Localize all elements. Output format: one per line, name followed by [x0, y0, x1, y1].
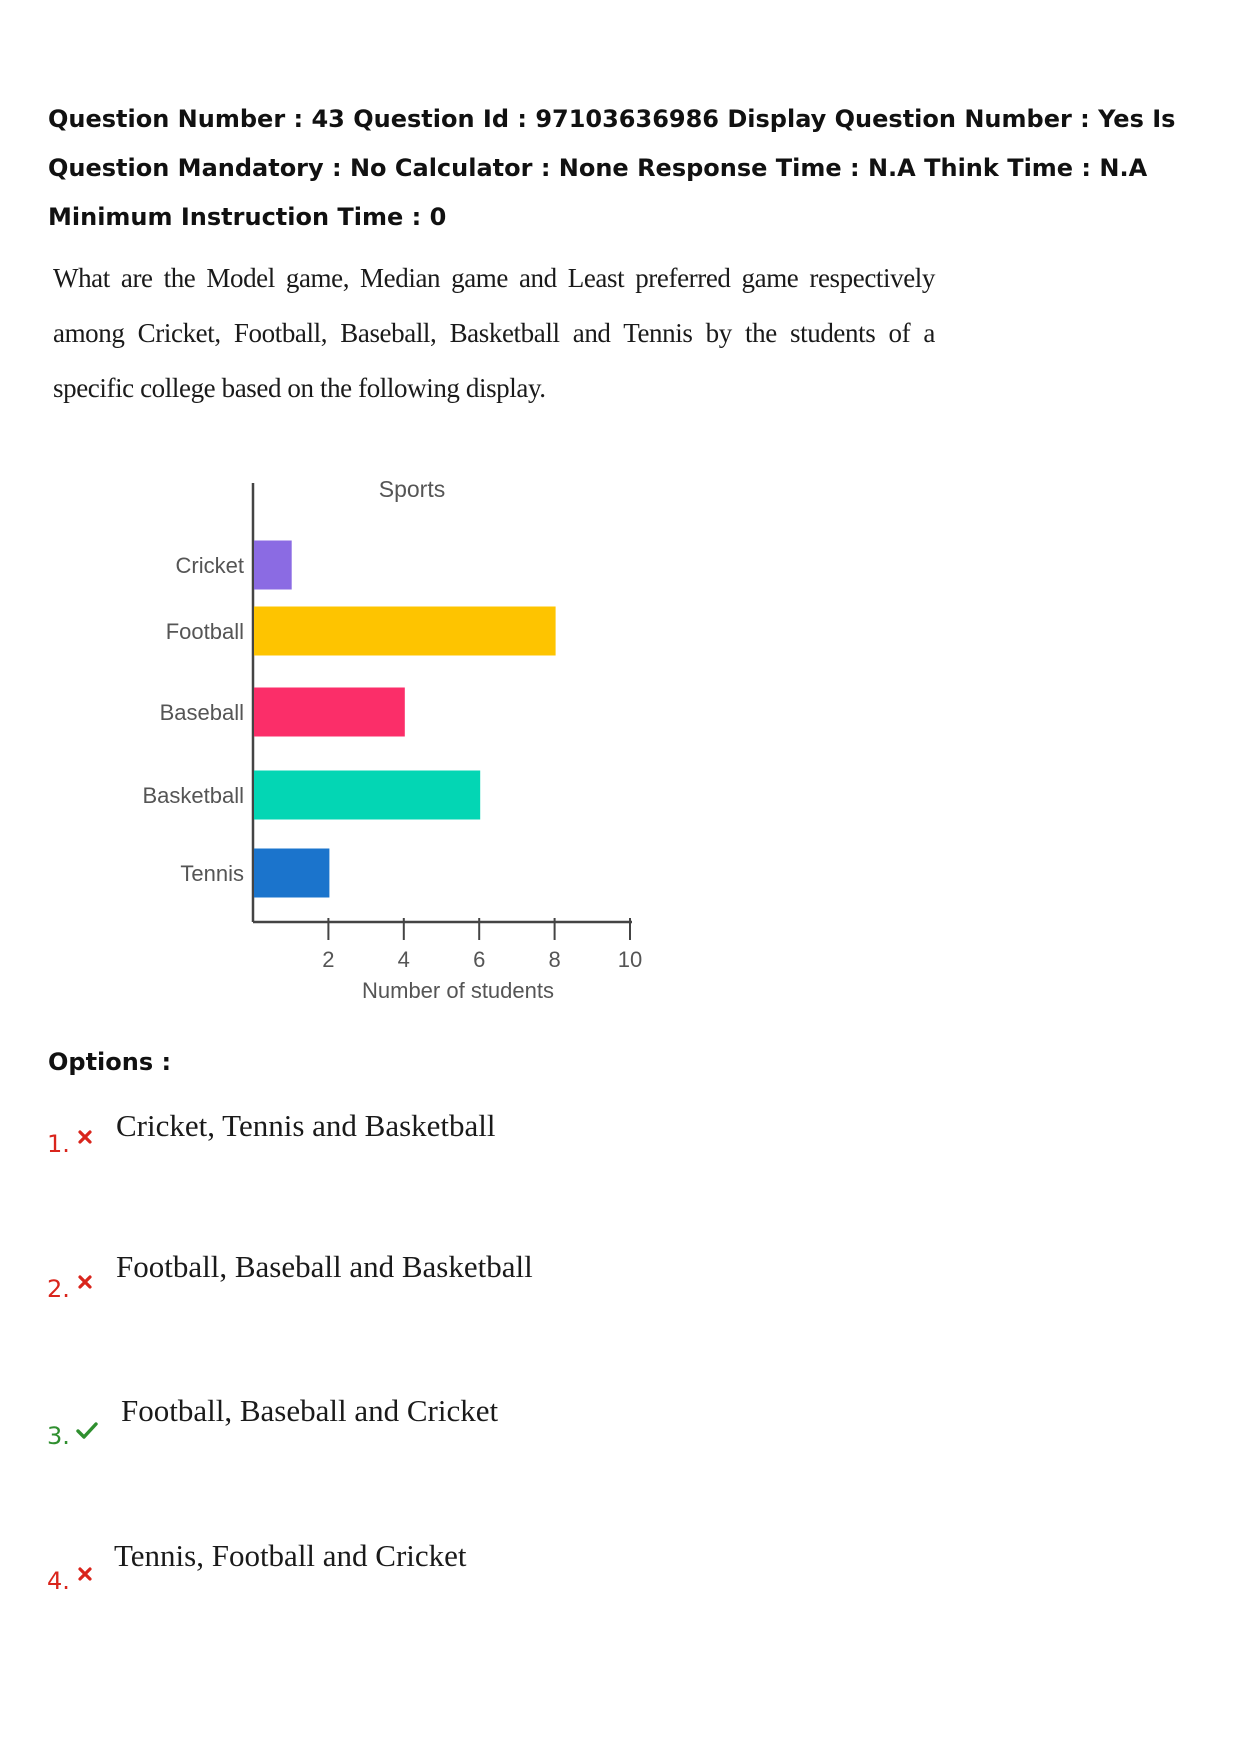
- option-text: Football, Baseball and Basketball: [116, 1249, 533, 1284]
- bar-tennis: [254, 849, 329, 898]
- x-tick-label: 10: [617, 947, 643, 972]
- category-label: Tennis: [180, 861, 244, 886]
- option-number: 3.: [47, 1422, 70, 1450]
- bar-cricket: [254, 541, 292, 590]
- category-label: Football: [165, 619, 244, 644]
- option-text: Cricket, Tennis and Basketball: [116, 1108, 496, 1143]
- x-axis-label: Number of students: [362, 978, 554, 1003]
- option-1[interactable]: [0, 1098, 1240, 1158]
- option-number: 4.: [47, 1567, 70, 1595]
- options-label: Options :: [48, 1048, 172, 1076]
- cross-icon: [77, 1274, 93, 1294]
- option-2[interactable]: [0, 1243, 1240, 1303]
- category-label: Basketball: [142, 783, 244, 808]
- option-number: 1.: [47, 1130, 70, 1158]
- x-tick-label: 8: [548, 947, 561, 972]
- option-text: Football, Baseball and Cricket: [121, 1393, 499, 1428]
- cross-icon: [77, 1566, 93, 1586]
- option-4[interactable]: [0, 1535, 1240, 1595]
- question-text: What are the Model game, Median game and Least preferred game respectively among Cricket, Football, Baseball, Basketball and Tennis by the students of a specific college based on the following display.: [53, 263, 935, 403]
- check-icon: [76, 1421, 98, 1443]
- chart-title: Sports: [378, 476, 446, 502]
- x-tick-label: 4: [397, 947, 410, 972]
- option-3[interactable]: [0, 1390, 1240, 1450]
- category-label: Cricket: [175, 553, 244, 578]
- option-number: 2.: [47, 1275, 70, 1303]
- x-tick-label: 6: [473, 947, 486, 972]
- bar-baseball: [254, 688, 405, 737]
- question-metadata: Question Number : 43 Question Id : 97103636986 Display Question Number : Yes Is Question Mandatory : No Calculator : None Response Time : N.A Think Time : N.A Minimum Instruction Time : 0: [48, 105, 1176, 231]
- option-text: Tennis, Football and Cricket: [114, 1538, 467, 1573]
- bar-basketball: [254, 771, 480, 820]
- cross-icon: [77, 1129, 93, 1149]
- bar-football: [254, 607, 556, 656]
- x-tick-label: 2: [322, 947, 335, 972]
- category-label: Baseball: [159, 700, 244, 725]
